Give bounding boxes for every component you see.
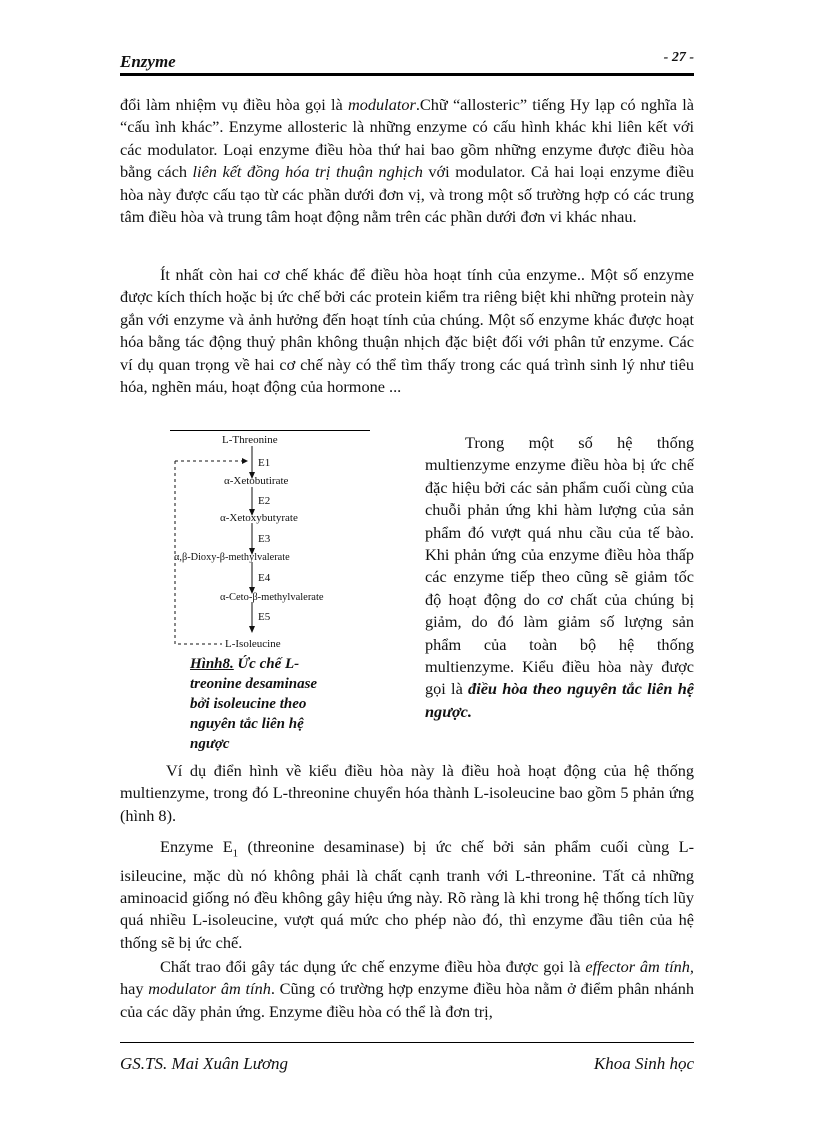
footer-department: Khoa Sinh học	[593, 1054, 694, 1073]
text-run: đổi làm nhiệm vụ điều hòa gọi là	[120, 95, 348, 114]
enzyme-label: E3	[258, 533, 271, 545]
enzyme-label: E4	[258, 572, 271, 584]
enzyme-label: E2	[258, 495, 271, 507]
text-run: (threonine desaminase) bị ức chế bởi sản phẩm cuối cùng L-isileucine, mặc dù nó không phải là chất cạnh tranh với L-threonine. Tất cả những aminoacid giống nó đều không gây hiệu ứng này. Rõ ràng là khi trong hệ thống tích lũy quá nhiều L-isoleucine, vượt quá mức cho phép nào đó, thì enzyme đầu tiên của hệ thống sẽ bị ức chế.	[120, 837, 695, 952]
compound-label: α-Xetobutirate	[224, 475, 289, 487]
italic-term: modulator âm tính	[148, 979, 271, 999]
text-run: với modulator. Cả hai loại enzyme điều hòa này được cấu tạo từ các phần dưới đơn vị, và trong một số trường hợp có các trung tâm điều hòa và trung tâm hoạt động nằm trên các phần dưới đơn vi khác nhau.	[120, 162, 695, 227]
paragraph-3: Ví dụ điển hình về kiểu điều hòa này là điều hoà hoạt động của hệ thống multienzyme, trong đó L-threonine chuyển hóa thành L-isoleucine bao gồm 5 phản ứng (hình 8).	[120, 761, 694, 825]
paragraph-4	[120, 836, 694, 954]
bold-italic-term: điều hòa theo nguyên tắc liên hệ ngược.	[425, 679, 694, 721]
italic-term: modulator	[347, 95, 416, 114]
paragraph-5	[120, 956, 694, 1023]
text-run: hay	[120, 979, 149, 999]
figure-top-rule	[170, 430, 370, 431]
italic-term: effector âm tính,	[585, 957, 694, 976]
arrowhead-e5	[249, 626, 255, 633]
pathway-figure	[170, 426, 370, 666]
figure-caption-text: Ức chế L-treonine desaminase bởi isoleucine theo nguyên tắc liên hệ ngược	[190, 656, 318, 752]
header-rule	[120, 73, 694, 76]
figure-caption-lead: Hình8.	[190, 656, 234, 672]
footer-rule	[120, 1042, 694, 1043]
compound-label: α-Ceto-β-methylvalerate	[220, 592, 324, 603]
page-header	[120, 48, 694, 76]
compound-label: L-Threonine	[222, 434, 278, 446]
enzyme-label: E1	[258, 457, 271, 469]
page-number: - 27 -	[663, 50, 694, 65]
pathway-diagram	[170, 432, 370, 652]
text-run: Enzyme E	[160, 837, 233, 856]
header-title: Enzyme	[120, 52, 176, 71]
italic-term: liên kết đồng hóa trị thuận nghịch	[192, 162, 423, 182]
text-run: .Chữ “allosteric” tiếng Hy lạp có nghĩa là “cấu ình khác”. Enzyme allosteric là những enzyme có cấu hình khác khi liên kết với các modulator. Loại enzyme điều hòa thứ hai bao gồm những enzyme được điều hòa bằng cách	[120, 95, 694, 182]
text-run: Chất trao đổi gây tác dụng ức chế enzyme điều hòa được gọi là	[160, 957, 586, 976]
compound-label: α,β-Dioxy-β-methylvalerate	[174, 552, 290, 563]
feedback-arrowhead	[242, 458, 248, 464]
enzyme-label: E5	[258, 611, 271, 623]
text-run: Trong một số hệ thống multienzyme enzyme điều hòa bị ức chế đặc hiệu bởi các sản phẩm cuối cùng của chuỗi phản ứng khi hàm lượng của sản phẩm đó vượt quá nhu cầu của tế bào. Khi phản ứng của enzyme điều hòa thấp các enzyme tiếp theo cũng sẽ giảm tốc độ hoạt động do cơ chất của chúng bị giảm, do đó làm giảm số lượng sản phẩm của toàn bộ hệ thống multienzyme. Kiểu điều hòa này được gọi là	[425, 433, 694, 699]
footer-author: GS.TS. Mai Xuân Lương	[120, 1054, 289, 1073]
paragraph-2: Ít nhất còn hai cơ chế khác để điều hòa hoạt tính của enzyme.. Một số enzyme được kích thích hoặc bị ức chế bởi các protein kiểm tra riêng biệt khi những protein này gắn với enzyme và ảnh hưởng đến hoạt tính của chúng. Một số enzyme khác được hoạt hóa bằng tác động thuỷ phân không thuận nhịch đặc biệt đối với phân tử enzyme. Các ví dụ quan trọng về hai cơ chế này có thể tìm thấy trong các quá trình sinh lý như tiêu hóa, nghẽn máu, hoạt động của hormone ...	[120, 265, 694, 397]
side-column-paragraph	[425, 432, 694, 723]
compound-label: α-Xetoxybutyrate	[220, 512, 298, 524]
subscript: 1	[232, 847, 239, 860]
paragraph-1	[120, 94, 694, 228]
compound-label: L-Isoleucine	[225, 638, 281, 650]
figure-caption	[190, 654, 330, 752]
text-run: . Cũng có trường hợp enzyme điều hòa nằm ở điểm phân nhánh của các dãy phản ứng. Enzyme điều hòa có thể là đơn trị,	[120, 979, 694, 1021]
